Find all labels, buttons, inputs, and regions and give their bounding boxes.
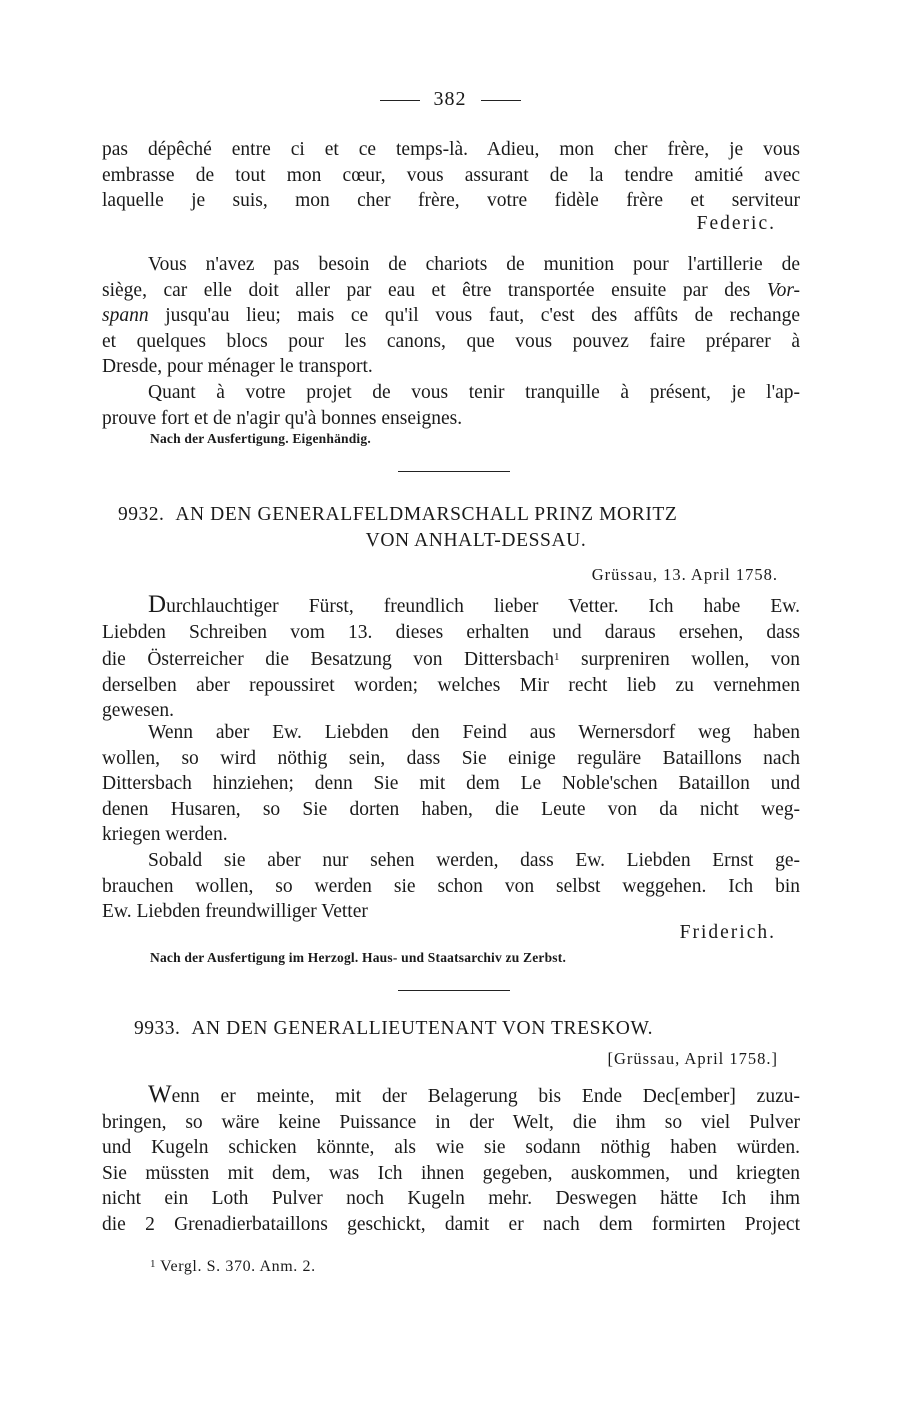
text-line: derselben aber repoussiret worden; welches Mir recht lieb zu vernehmen (102, 674, 800, 696)
letter-heading-9932 (102, 502, 800, 554)
text-line: Dresde, pour ménager le transport. (102, 356, 373, 378)
page-header (0, 88, 900, 111)
text-line: Liebden Schreiben vom 13. dieses erhalten und daraus ersehen, dass (102, 621, 800, 643)
heading-text: AN DEN GENERALLIEUTENANT VON TRESKOW. (191, 1018, 654, 1039)
text-line: die 2 Grenadierbataillons geschickt, damit er nach dem formirten Project (102, 1213, 800, 1235)
text-line: prouve fort et de n'agir qu'à bonnes enseignes. (102, 407, 463, 429)
text-line: Quant à votre projet de vous tenir tranquille à présent, je l'ap- (148, 382, 800, 403)
postscript-paragraph-1 (102, 252, 800, 380)
drop-initial: W (148, 1081, 172, 1108)
text-line: bringen, so wäre keine Puissance in der Welt, die ihm so viel Pulver (102, 1111, 800, 1133)
text-line: et quelques blocs pour les canons, que vous pouvez faire préparer à (102, 330, 800, 352)
text-line: Sie müssten mit dem, was Ich ihnen gegeben, auskommen, und kriegten (102, 1162, 800, 1184)
text-line (102, 303, 800, 329)
text-line: kriegen werden. (102, 824, 228, 846)
text-line (102, 1082, 800, 1110)
letter-number: 9932. (118, 504, 165, 525)
text-line: embrasse de tout mon cœur, vous assurant de la tendre amitié avec (102, 164, 800, 186)
heading-text: AN DEN GENERALFELDMARSCHALL PRINZ MORITZ (175, 504, 678, 525)
text-line: Sobald sie aber nur sehen werden, dass Ew. Liebden Ernst ge- (148, 850, 800, 871)
letter-9932-paragraph-2 (102, 720, 800, 848)
text-segment: jusqu'au lieu; mais ce qu'il vous faut, c'est des affûts de rechange (165, 305, 801, 327)
dateline: [Grüssau, April 1758.] (607, 1049, 778, 1068)
text-segment: die Österreicher die Besatzung von Dittersbach (102, 649, 554, 671)
text-line: laquelle je suis, mon cher frère, votre fidèle frère et serviteur (102, 190, 800, 212)
text-line: denen Husaren, so Sie dorten haben, die Leute von da nicht weg- (102, 798, 800, 820)
text-line (102, 278, 800, 304)
footnote-reference[interactable]: 1 (553, 651, 560, 664)
header-dash-left (380, 100, 420, 101)
text-line: brauchen wollen, so werden sie schon von selbst weggehen. Ich bin (102, 875, 800, 897)
text-line: Wenn aber Ew. Liebden den Feind aus Wernersdorf weg haben (148, 722, 800, 743)
text-line: gewesen. (102, 700, 175, 722)
text-segment: siège, car elle doit aller par eau et être transportée ensuite par des (102, 279, 751, 301)
text-line: Vous n'avez pas besoin de chariots de munition pour l'artillerie de (148, 254, 800, 275)
signature-friderich: Friderich. (679, 922, 776, 943)
heading-line: VON ANHALT-DESSAU. (365, 530, 587, 551)
text-line (102, 592, 800, 620)
page-number: 382 (433, 88, 467, 110)
italic-word: Vor- (766, 279, 801, 301)
intro-paragraph (102, 137, 800, 214)
letter-9933-paragraph-1 (102, 1082, 800, 1238)
text-line: Dittersbach hinziehen; denn Sie mit dem Le Noble'schen Bataillon und (102, 773, 800, 795)
footnote (150, 1258, 316, 1276)
letter-9932-paragraph-1 (102, 592, 800, 724)
section-divider (398, 471, 510, 472)
text-segment: enn er meinte, mit der Belagerung bis Ende Dec[ember] zuzu- (171, 1086, 800, 1107)
footnote-mark: 1 (150, 1258, 157, 1270)
dateline: Grüssau, 13. April 1758. (591, 565, 778, 584)
text-line: Ew. Liebden freundwilliger Vetter (102, 901, 368, 923)
text-line: pas dépêché entre ci et ce temps-là. Adieu, mon cher frère, je vous (102, 139, 800, 160)
heading-line (102, 1016, 800, 1042)
letter-9932-paragraph-3 (102, 848, 800, 925)
text-line (102, 645, 800, 673)
header-dash-right (481, 100, 521, 101)
text-line: wollen, so wird nöthig sein, dass Sie einige reguläre Bataillons nach (102, 747, 800, 769)
source-note: Nach der Ausfertigung im Herzogl. Haus- und Staatsarchiv zu Zerbst. (150, 950, 567, 965)
letter-heading-9933 (102, 1016, 800, 1042)
text-segment: surpreniren wollen, von (580, 649, 800, 671)
italic-word: spann (102, 305, 149, 327)
text-segment: urchlauchtiger Fürst, freundlich lieber Vetter. Ich habe Ew. (166, 596, 800, 617)
text-line: nicht ein Loth Pulver noch Kugeln mehr. Deswegen hätte Ich ihm (102, 1188, 800, 1210)
source-note: Nach der Ausfertigung. Eigenhändig. (150, 431, 371, 446)
postscript-paragraph-2 (102, 380, 800, 431)
signature-federic: Federic. (696, 213, 776, 234)
heading-line (102, 502, 800, 528)
drop-initial: D (148, 591, 167, 618)
letter-number: 9933. (134, 1018, 181, 1039)
text-line: und Kugeln schicken könnte, als wie sie sodann nöthig haben würden. (102, 1137, 800, 1159)
footnote-text: Vergl. S. 370. Anm. 2. (160, 1258, 316, 1275)
section-divider (398, 990, 510, 991)
